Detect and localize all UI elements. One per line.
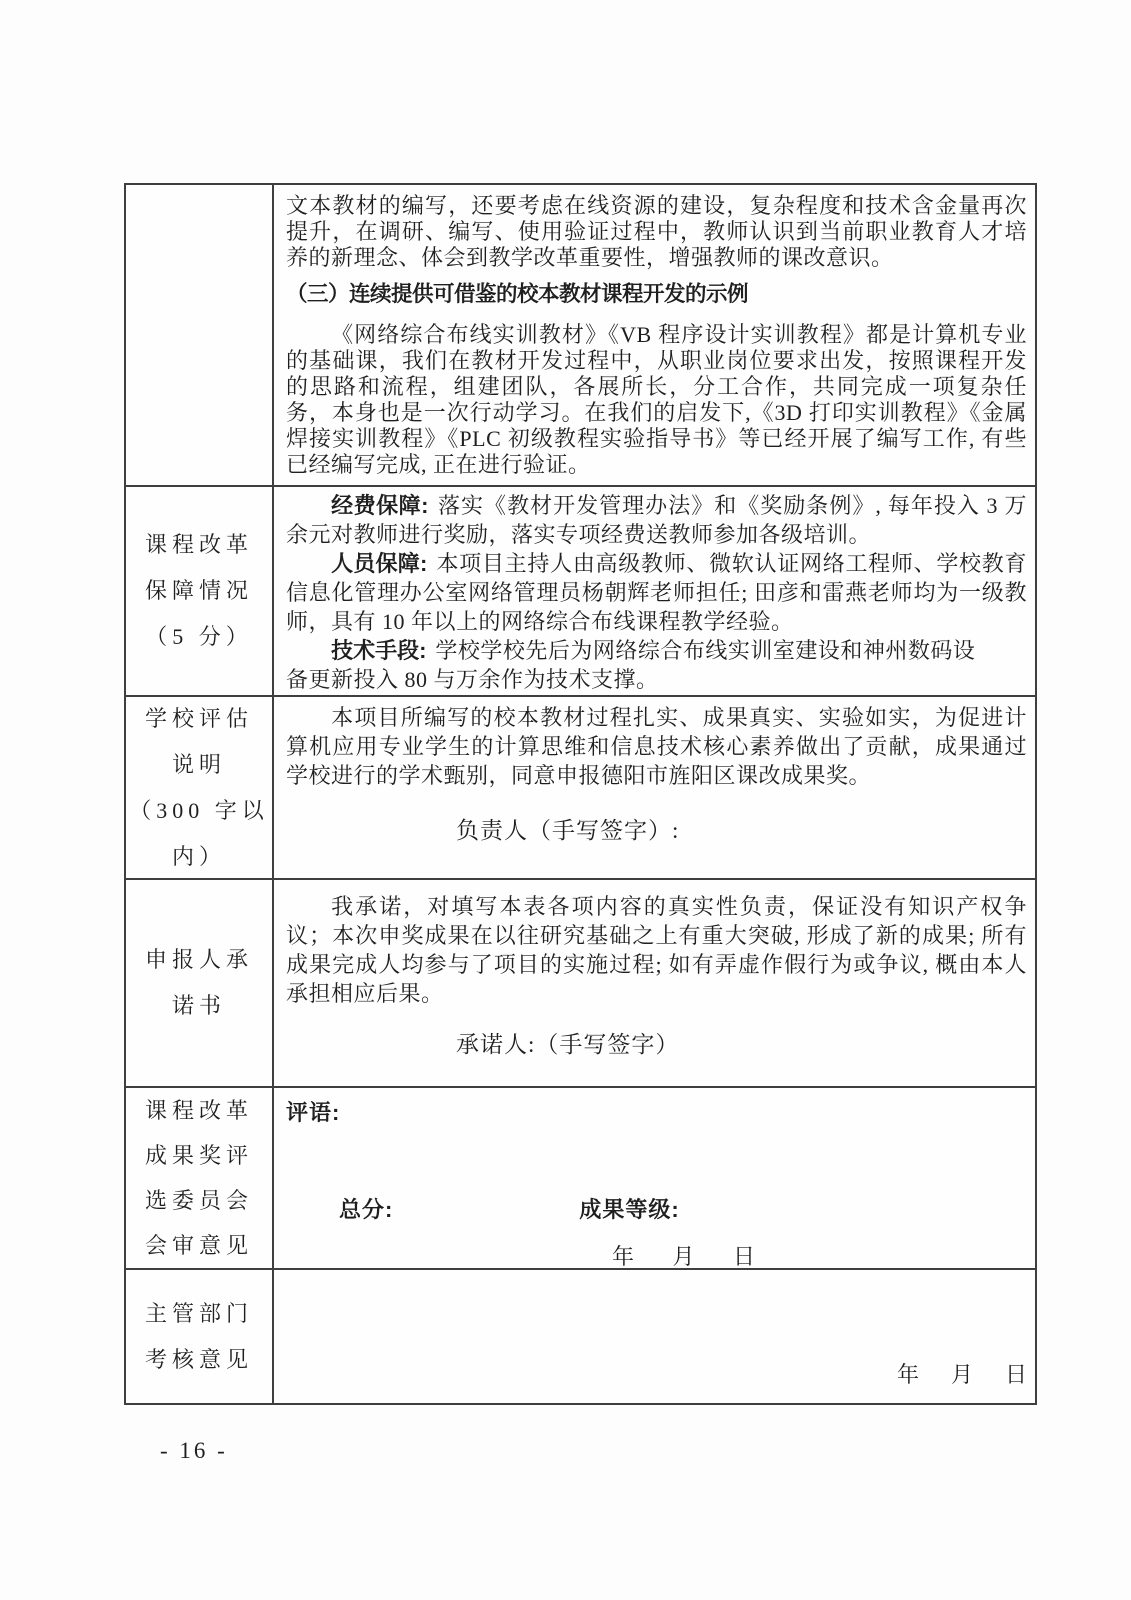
application-form-table <box>124 183 1037 1405</box>
label-line: 考核意见 <box>144 1346 253 1372</box>
day-label: 日 <box>1004 1362 1027 1387</box>
comment-label: 评语: <box>286 1100 341 1125</box>
page-number: - 16 - <box>160 1438 228 1463</box>
label-line: 选委员会 <box>144 1188 253 1213</box>
year-label: 年 <box>896 1362 919 1387</box>
funding-guarantee-text: 落实《教材开发管理办法》和《奖励条例》, 每年投入 3 万余元对教师进行奖励，落实专项经费送教师参加各级培训。 <box>286 493 1027 547</box>
year-label: 年 <box>612 1244 635 1268</box>
personnel-guarantee-paragraph <box>286 549 1027 636</box>
month-label: 月 <box>950 1362 973 1387</box>
label-line: 诺书 <box>171 993 226 1018</box>
label-line: 内） <box>171 843 226 869</box>
technical-means-text-line1: 学校学校先后为网络综合布线实训室建设和神州数码设 <box>435 638 976 663</box>
reform-guarantee-content-cell <box>274 485 1035 695</box>
technical-means-label: 技术手段: <box>331 638 427 663</box>
result-grade-label: 成果等级: <box>579 1197 680 1222</box>
label-line: 会审意见 <box>144 1233 253 1258</box>
technical-means-paragraph <box>286 636 1027 694</box>
commitment-paragraph: 我承诺，对填写本表各项内容的真实性负责，保证没有知识产权争议；本次申奖成果在以往研究基础之上有重大突破, 形成了新的成果; 所有成果完成人均参与了项目的实施过程; 如有弄虚作假行为或争议, 概由本人承担相应后果。 <box>286 894 1027 1006</box>
principal-signature-line: 负责人（手写签字）: <box>456 818 680 843</box>
funding-guarantee-paragraph <box>286 491 1027 549</box>
label-line: 课程改革 <box>144 532 253 557</box>
day-label: 日 <box>733 1244 756 1268</box>
review-committee-content-cell <box>274 1086 1035 1268</box>
promisor-signature-line: 承诺人:（手写签字） <box>456 1032 680 1057</box>
school-evaluation-label-cell <box>126 695 274 878</box>
applicant-commitment-label-cell <box>126 878 274 1086</box>
total-score-label: 总分: <box>339 1197 394 1222</box>
section-three-paragraph: 《网络综合布线实训教材》《VB 程序设计实训教程》都是计算机专业的基础课，我们在教材开发过程中，从职业岗位要求出发，按照课程开发的思路和流程，组建团队，各展所长，分工合作，共同完成一项复杂任务，本身也是一次行动学习。在我们的启发下,《3D 打印实训教程》《金属焊接实训教程》《PLC 初级教程实验指导书》等已经开展了编写工作, 有些已经编写完成, 正在进行验证。 <box>286 322 1027 477</box>
personnel-guarantee-text: 本项目主持人由高级教师、微软认证网络工程师、学校教育信息化管理办公室网络管理员杨朝辉老师担任; 田彦和雷燕老师均为一级教师，具有 10 年以上的网络综合布线课程教学经验。 <box>286 551 1027 634</box>
label-line: 保障情况 <box>144 578 253 603</box>
supervisor-opinion-content-cell <box>274 1268 1035 1403</box>
section-three-heading: （三）连续提供可借鉴的校本教材课程开发的示例 <box>286 282 749 306</box>
label-line: 学校评估 <box>144 705 253 731</box>
label-line: 申报人承 <box>144 947 253 972</box>
technical-means-text-line2: 备更新投入 80 与万余作为技术支撑。 <box>286 667 659 692</box>
funding-guarantee-label: 经费保障: <box>331 493 429 518</box>
reform-guarantee-label-cell <box>126 485 274 695</box>
continuation-row-content-cell <box>274 185 1035 485</box>
personnel-guarantee-label: 人员保障: <box>331 551 428 576</box>
continuation-row-label-cell <box>126 185 274 485</box>
supervisor-opinion-label-cell <box>126 1268 274 1403</box>
month-label: 月 <box>672 1244 696 1268</box>
school-evaluation-content-cell <box>274 695 1035 878</box>
label-line: 说明 <box>171 751 226 777</box>
continuation-paragraph: 文本教材的编写，还要考虑在线资源的建设，复杂程度和技术含金量再次提升，在调研、编写、使用验证过程中，教师认识到当前职业教育人才培养的新理念、体会到教学改革重要性，增强教师的课改意识。 <box>286 193 1027 270</box>
label-line: 主管部门 <box>144 1300 253 1326</box>
school-evaluation-paragraph: 本项目所编写的校本教材过程扎实、成果真实、实验如实，为促进计算机应用专业学生的计算思维和信息技术核心素养做出了贡献，成果通过学校进行的学术甄别，同意申报德阳市旌阳区课改成果奖。 <box>286 705 1027 788</box>
applicant-commitment-content-cell <box>274 878 1035 1086</box>
label-line: （5 分） <box>145 624 253 649</box>
review-committee-label-cell <box>126 1086 274 1268</box>
supervisor-date-line <box>897 1358 1027 1389</box>
label-line: 课程改革 <box>144 1098 253 1123</box>
label-line: （300 字以 <box>129 797 269 823</box>
score-grade-line <box>286 1195 1027 1224</box>
label-line: 成果奖评 <box>144 1143 253 1168</box>
committee-date-line <box>286 1242 1027 1268</box>
